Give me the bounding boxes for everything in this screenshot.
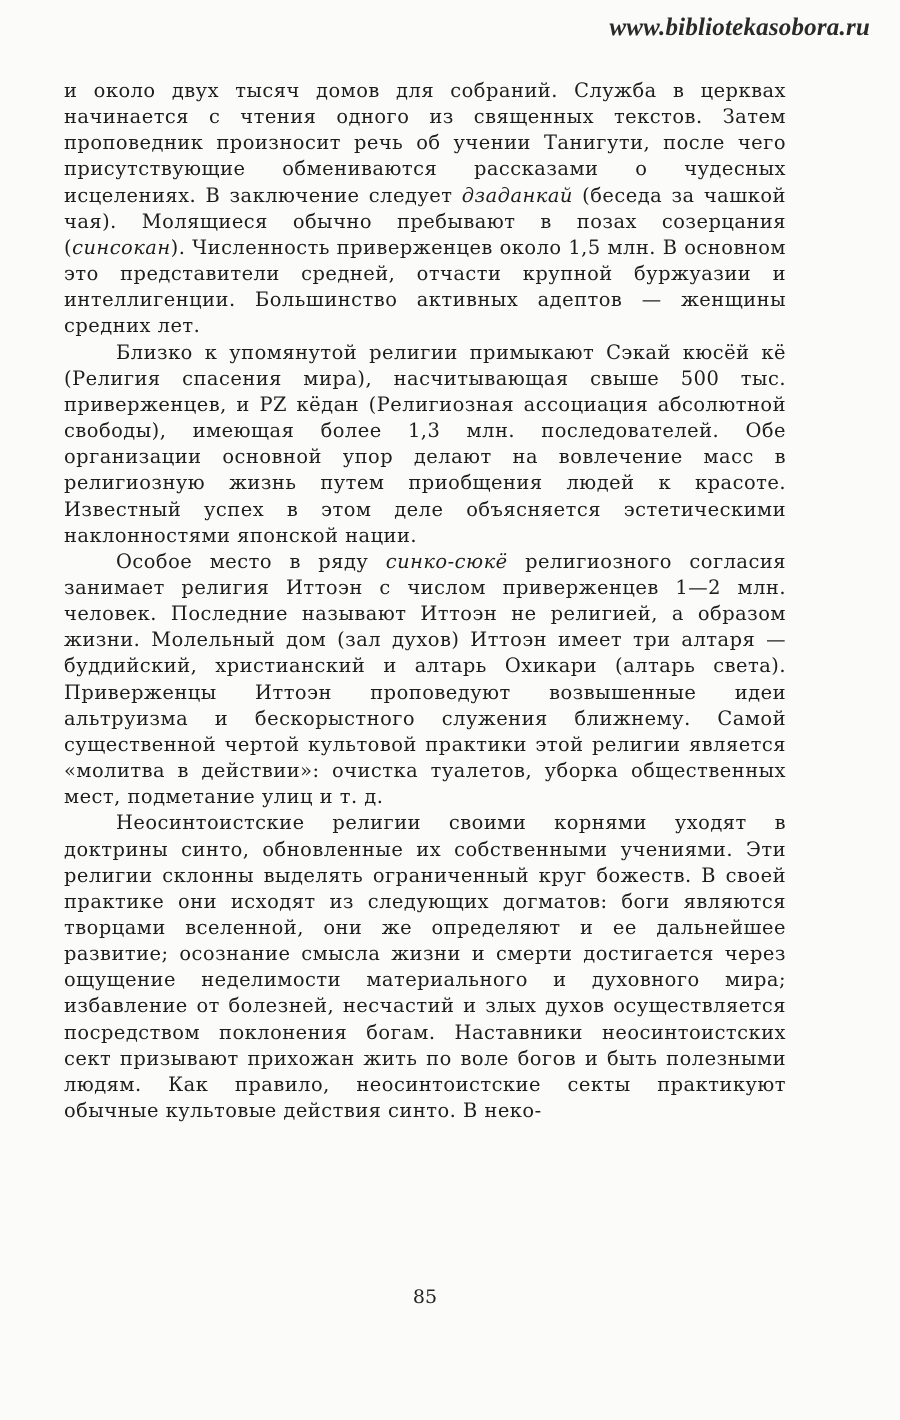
- paragraph-3: [64, 549, 786, 811]
- term-sinko-syukyo: синко-сюкё: [385, 549, 508, 573]
- paragraph-4: Неосинтоистские религии своими корнями уходят в доктрины синто, обновленные их собственными учениями. Эти религии склонны выделять ограниченный круг божеств. В своей практике они исходят из следующих догматов: боги являются творцами вселенной, они же определяют и ее дальнейшее развитие; осознание смысла жизни и смерти достигается через ощущение неделимости материального и духовного мира; избавление от болезней, несчастий и злых духов осуществляется посредством поклонения богам. Наставники неосинтоистских сект призывают прихожан жить по воле богов и быть полезными людям. Как правило, неосинтоистские секты практикуют обычные культовые действия синто. В неко-: [64, 811, 786, 1123]
- paragraph-2: Близко к упомянутой религии примыкают Сэкай кюсёй кё (Религия спасения мира), насчитывающая свыше 500 тыс. приверженцев, и PZ кёдан (Религиозная ассоциация абсолютной свободы), имеющая более 1,3 млн. последователей. Обе организации основной упор делают на вовлечение масс в религиозную жизнь путем приобщения людей к красоте. Известный успех в этом деле объясняется эстетическими наклонностями японской нации.: [64, 340, 786, 547]
- page-body-text: [64, 78, 786, 1124]
- site-watermark: www.bibliotekasobora.ru: [609, 14, 870, 41]
- paragraph-3-text-a: Особое место в ряду: [116, 549, 386, 573]
- paragraph-1-text-a: и около двух тысяч домов для собраний. Служба в церквах начинается с чтения одного из священных текстов. Затем проповедник произносит речь об учении Танигути, после чего присутствующие обмениваются рассказами о чудесных исцелениях. В заключение следует: [64, 79, 786, 207]
- paragraph-1-text-c: ). Численность приверженцев около 1,5 млн. В основном это представители средней, отчасти крупной буржуазии и интеллигенции. Большинство активных адептов — женщины средних лет.: [64, 235, 786, 338]
- paragraph-3-text-b: религиозного согласия занимает религия Иттоэн с числом приверженцев 1—2 млн. человек. Последние называют Иттоэн не религией, а образом жизни. Молельный дом (зал духов) Иттоэн имеет три алтаря — буддийский, христианский и алтарь Охикари (алтарь света). Приверженцы Иттоэн проповедуют возвышенные идеи альтруизма и бескорыстного служения ближнему. Самой существенной чертой культовой практики этой религии является «молитва в действии»: очистка туалетов, уборка общественных мест, подметание улиц и т. д.: [64, 549, 787, 809]
- term-dzadankai: дзаданкай: [461, 183, 573, 207]
- term-sinsokan: синсокан: [72, 235, 171, 259]
- paragraph-1-text-b: (беседа за чашкой чая). Молящиеся обычно пребывают в позах созерцания (: [64, 183, 786, 259]
- page-number: 85: [412, 1286, 438, 1308]
- paragraph-1: [64, 78, 786, 340]
